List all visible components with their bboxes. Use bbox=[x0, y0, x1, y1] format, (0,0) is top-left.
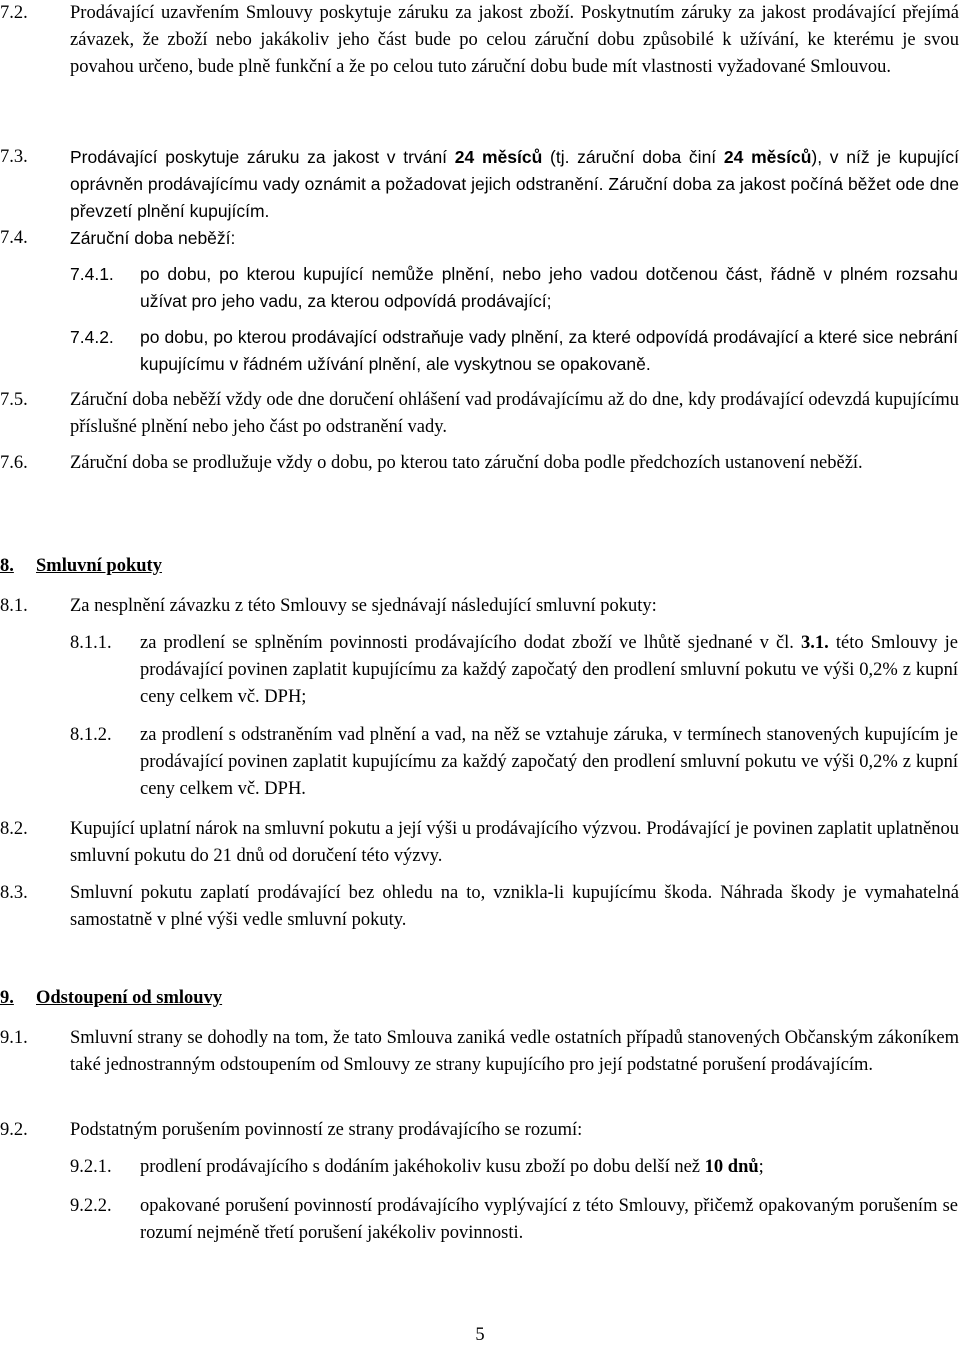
clause-number: 7.4.1. bbox=[70, 264, 114, 284]
clause-number: 8.1. bbox=[0, 596, 28, 616]
text-run: prodlení prodávajícího s dodáním jakéhokoliv kusu zboží po dobu delší než bbox=[140, 1157, 705, 1177]
clause-9-2-2 bbox=[70, 1193, 960, 1247]
clause-9-2-1 bbox=[70, 1154, 960, 1181]
text-run: ; bbox=[758, 1157, 764, 1177]
clause-number: 9.2. bbox=[0, 1120, 28, 1140]
text-run: za prodlení se splněním povinnosti prodávajícího dodat zboží ve lhůtě sjednané v čl. bbox=[140, 633, 802, 653]
clause-7-6 bbox=[0, 450, 960, 477]
clause-number: 9.2.2. bbox=[70, 1196, 112, 1216]
clause-7-2 bbox=[0, 0, 960, 81]
clause-number: 7.4.2. bbox=[70, 327, 114, 347]
clause-number: 8.3. bbox=[0, 883, 28, 903]
clause-text: Prodávající uzavřením Smlouvy poskytuje záruku za jakost zboží. Poskytnutím záruky za jakost prodávající přejímá závazek, že zboží nebo jakákoliv jeho část bude po celou záruční dobu způsobilé k užívání, ke kterému je svou povahou určeno, bude plně funkční a že po celou tuto záruční dobu bude mít vlastnosti vyžadované Smlouvou. bbox=[70, 3, 959, 77]
clause-text bbox=[140, 1154, 958, 1181]
clause-7-4-1 bbox=[70, 261, 960, 315]
heading-number: 9. bbox=[0, 988, 14, 1008]
clause-8-1 bbox=[0, 593, 960, 620]
heading-number: 8. bbox=[0, 556, 14, 576]
clause-text: po dobu, po kterou kupující nemůže plnění, nebo jeho vadou dotčenou část, řádně v plném rozsahu užívat pro jeho vadu, za kterou odpovídá prodávající; bbox=[140, 264, 958, 311]
clause-number: 8.2. bbox=[0, 819, 28, 839]
clause-text: po dobu, po kterou prodávající odstraňuje vady plnění, za které odpovídá prodávající a které sice nebrání kupujícímu v řádném užívání plnění, ale vyskytnou se opakovaně. bbox=[140, 327, 958, 374]
clause-8-1-2 bbox=[70, 722, 960, 803]
clause-text bbox=[70, 144, 959, 225]
clause-7-4-2 bbox=[70, 324, 960, 378]
clause-text bbox=[140, 630, 958, 711]
clause-7-3 bbox=[0, 144, 960, 225]
text-run: této Smlouvy je prodávající povinen zaplatit kupujícímu za každý započatý den prodlení smluvní pokutu ve výši 0,2% z kupní ceny celkem vč. DPH; bbox=[140, 633, 958, 707]
clause-9-2 bbox=[0, 1117, 960, 1144]
clause-text: za prodlení s odstraněním vad plnění a vad, na něž se vztahuje záruka, v termínech stanovených kupujícím je prodávající povinen zaplatit kupujícímu za každý započatý den prodlení smluvní pokutu ve výši 0,2% z kupní ceny celkem vč. DPH. bbox=[140, 725, 958, 799]
clause-text: Smluvní pokutu zaplatí prodávající bez ohledu na to, vznikla-li kupujícímu škoda. Náhrada škody je vymahatelná samostatně v plné výši vedle smluvní pokuty. bbox=[70, 883, 959, 930]
clause-text: opakované porušení povinností prodávajícího vyplývající z této Smlouvy, přičemž opakovaným porušením se rozumí nejméně třetí porušení jakékoliv povinnosti. bbox=[140, 1196, 958, 1243]
clause-number: 9.2.1. bbox=[70, 1157, 112, 1177]
bold-term: 10 dnů bbox=[704, 1157, 759, 1177]
text-run: Prodávající poskytuje záruku za jakost v trvání bbox=[70, 147, 455, 167]
clause-number: 7.6. bbox=[0, 453, 28, 473]
heading-title: Smluvní pokuty bbox=[36, 556, 162, 576]
clause-7-5 bbox=[0, 387, 960, 441]
clause-number: 7.2. bbox=[0, 3, 28, 23]
clause-text: Smluvní strany se dohodly na tom, že tato Smlouva zaniká vedle ostatních případů stanovených Občanským zákoníkem také jednostranným odstoupením od Smlouvy ze strany kupujícího pro její podstatné porušení prodávajícím. bbox=[70, 1028, 959, 1075]
clause-8-3 bbox=[0, 880, 960, 934]
clause-number: 7.4. bbox=[0, 228, 28, 248]
clause-number: 8.1.1. bbox=[70, 633, 112, 653]
clause-text: Záruční doba se prodlužuje vždy o dobu, po kterou tato záruční doba podle předchozích ustanovení neběží. bbox=[70, 453, 863, 473]
page-number: 5 bbox=[475, 1325, 485, 1345]
clause-number: 7.3. bbox=[0, 147, 28, 167]
clause-text: Podstatným porušením povinností ze strany prodávajícího se rozumí: bbox=[70, 1120, 583, 1140]
clause-7-4 bbox=[0, 225, 960, 252]
heading-title: Odstoupení od smlouvy bbox=[36, 988, 223, 1008]
clause-text: Záruční doba neběží: bbox=[70, 228, 236, 248]
clause-number: 8.1.2. bbox=[70, 725, 112, 745]
bold-term: 24 měsíců bbox=[454, 147, 543, 167]
clause-text: Za nesplnění závazku z této Smlouvy se sjednávají následující smluvní pokuty: bbox=[70, 596, 657, 616]
clause-number: 7.5. bbox=[0, 390, 28, 410]
clause-number: 9.1. bbox=[0, 1028, 28, 1048]
text-run: ), v níž je kupující oprávněn prodávajícímu vady oznámit a požadovat jejich odstranění. Záruční doba za jakost počíná běžet ode dne převzetí plnění kupujícím. bbox=[70, 147, 959, 221]
text-run: (tj. záruční doba činí bbox=[542, 147, 724, 167]
clause-text: Záruční doba neběží vždy ode dne doručení ohlášení vad prodávajícímu až do dne, kdy prodávající odevzdá kupujícímu příslušné plnění nebo jeho část po odstranění vady. bbox=[70, 390, 959, 437]
clause-8-2 bbox=[0, 816, 960, 870]
clause-9-1 bbox=[0, 1025, 960, 1079]
bold-term: 3.1. bbox=[801, 633, 829, 653]
clause-text: Kupující uplatní nárok na smluvní pokutu a její výši u prodávajícího výzvou. Prodávající je povinen zaplatit uplatněnou smluvní pokutu do 21 dnů od doručení této výzvy. bbox=[70, 819, 959, 866]
clause-8-1-1 bbox=[70, 630, 960, 711]
bold-term: 24 měsíců bbox=[723, 147, 812, 167]
